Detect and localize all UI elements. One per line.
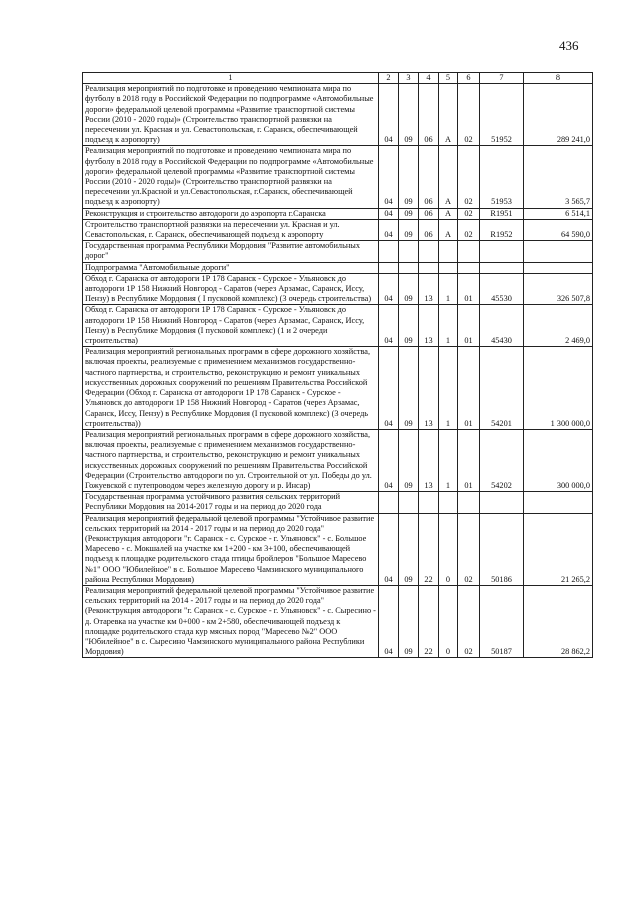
code-cell-5: 1: [439, 429, 458, 491]
code-cell-2: 04: [379, 429, 399, 491]
table-row: [83, 492, 593, 513]
amount-cell: 21 265,2: [524, 513, 593, 585]
code-cell-7: 50187: [480, 585, 524, 657]
code-cell-4: 13: [419, 347, 439, 430]
code-cell-2: 04: [379, 347, 399, 430]
code-cell-2: 04: [379, 305, 399, 347]
code-cell-7: 45430: [480, 305, 524, 347]
amount-cell: [524, 262, 593, 273]
column-header-3: 3: [399, 73, 419, 84]
column-header-1: 1: [83, 73, 379, 84]
row-name-cell: Государственная программа Республики Мордовия "Развитие автомобильных дорог": [83, 241, 379, 262]
code-cell-5: [439, 262, 458, 273]
code-cell-2: 04: [379, 84, 399, 146]
code-cell-3: [399, 241, 419, 262]
code-cell-5: 1: [439, 347, 458, 430]
table-row: [83, 305, 593, 347]
row-name-cell: Государственная программа устойчивого развития сельских территорий Республики Мордовия на 2014-2017 годы и на период до 2020 года: [83, 492, 379, 513]
budget-table: [82, 72, 593, 658]
column-header-row: [83, 73, 593, 84]
row-name-cell: Обход г. Саранска от автодороги 1Р 178 Саранск - Сурское - Ульяновск до автодороги 1Р 158 Нижний Новгород - Саратов (через Арзамас, Саранск, Иссу, Пензу) в Республике Мордовия ( I пусковой комплекс) (3 очередь строительства): [83, 273, 379, 305]
code-cell-3: 09: [399, 219, 419, 240]
code-cell-6: 02: [458, 146, 480, 208]
code-cell-6: 01: [458, 273, 480, 305]
code-cell-7: R1951: [480, 208, 524, 219]
amount-cell: 326 507,8: [524, 273, 593, 305]
row-name-cell: Строительство транспортной развязки на пересечении ул. Красная и ул. Севастопольская, г. Саранск, обеспечивающей подъезд к аэропорту: [83, 219, 379, 240]
amount-cell: 64 590,0: [524, 219, 593, 240]
code-cell-6: [458, 241, 480, 262]
code-cell-4: 13: [419, 273, 439, 305]
code-cell-2: 04: [379, 208, 399, 219]
code-cell-3: 09: [399, 429, 419, 491]
code-cell-6: [458, 262, 480, 273]
code-cell-3: [399, 262, 419, 273]
code-cell-2: 04: [379, 513, 399, 585]
row-name-cell: Реализация мероприятий по подготовке и проведению чемпионата мира по футболу в 2018 году в Российской Федерации по подпрограмме «Автомобильные дороги» федеральной целевой программы «Развитие транспортной системы России (2010 - 2020 годы)» (Строительство транспортной развязки на пересечении ул. Красная и ул. Севастопольская, г. Саранск, обеспечивающей подъезд к аэропорту): [83, 84, 379, 146]
code-cell-3: 09: [399, 84, 419, 146]
row-name-cell: Реализация мероприятий региональных программ в сфере дорожного хозяйства, включая проекты, реализуемые с применением механизмов государственно-частного партнерства, и строительство, реконструкцию и ремонт уникальных искусственных дорожных сооружений по решениям Правительства Российской Федерации (Обход г. Саранска от автодороги 1Р 178 Саранск - Сурское - Ульяновск до автодороги 1Р 158 Нижний Новгород - Саратов (через Арзамас, Саранск, Иссу, Пензу) в Республике Мордовия (I пусковой комплекс) (3 очередь строительства)): [83, 347, 379, 430]
code-cell-4: 13: [419, 305, 439, 347]
code-cell-3: 09: [399, 347, 419, 430]
code-cell-7: 54201: [480, 347, 524, 430]
row-name-cell: Реализация мероприятий региональных программ в сфере дорожного хозяйства, включая проекты, реализуемые с применением механизмов государственно-частного партнерства, и строительство, реконструкцию и ремонт уникальных искусственных дорожных сооружений по решениям Правительства Российской Федерации (Строительство автодороги по ул. Строительной от ул. Победы до ул. Гожуевской с путепроводом через железную дорогу и р. Инсар): [83, 429, 379, 491]
code-cell-4: [419, 262, 439, 273]
code-cell-6: 01: [458, 305, 480, 347]
code-cell-3: 09: [399, 146, 419, 208]
table-row: [83, 241, 593, 262]
code-cell-5: А: [439, 146, 458, 208]
column-header-7: 7: [480, 73, 524, 84]
table-body: [83, 84, 593, 658]
table-row: [83, 146, 593, 208]
row-name-cell: Реализация мероприятий федеральной целевой программы "Устойчивое развитие сельских территорий на 2014 - 2017 годы и на период до 2020 года" (Реконструкция автодороги "г. Саранск - с. Сурское - г. Ульяновск" - с. Большое Маресево - с. Мокшалей на участке км 1+200 - км 3+100, обеспечивающей подъезд к площадке родительского стада птицы бройлеров "Большое Маресево №1" ООО "Юбилейное" в с. Большое Маресево Чамзинского муниципального района Республики Мордовия): [83, 513, 379, 585]
code-cell-4: [419, 492, 439, 513]
table-row: [83, 262, 593, 273]
code-cell-4: 06: [419, 146, 439, 208]
amount-cell: 300 000,0: [524, 429, 593, 491]
code-cell-7: 51952: [480, 84, 524, 146]
column-header-5: 5: [439, 73, 458, 84]
amount-cell: 1 300 000,0: [524, 347, 593, 430]
code-cell-6: 02: [458, 84, 480, 146]
code-cell-6: [458, 492, 480, 513]
code-cell-4: [419, 241, 439, 262]
code-cell-6: 02: [458, 208, 480, 219]
amount-cell: 289 241,0: [524, 84, 593, 146]
table-row: [83, 273, 593, 305]
row-name-cell: Реализация мероприятий по подготовке и проведению чемпионата мира по футболу в 2018 году в Российской Федерации по подпрограмме «Автомобильные дороги» федеральной целевой программы «Развитие транспортной системы России (2010 - 2020 годы)» (Строительство транспортной развязки на пересечении ул.Красной и ул.Севастопольская, г.Саранск, обеспечивающей подъезд к аэропорту): [83, 146, 379, 208]
table-row: [83, 513, 593, 585]
table-row: [83, 585, 593, 657]
code-cell-4: 13: [419, 429, 439, 491]
amount-cell: 28 862,2: [524, 585, 593, 657]
code-cell-2: 04: [379, 219, 399, 240]
code-cell-5: А: [439, 84, 458, 146]
code-cell-2: 04: [379, 146, 399, 208]
code-cell-5: 0: [439, 513, 458, 585]
row-name-cell: Реконструкция и строительство автодороги до аэропорта г.Саранска: [83, 208, 379, 219]
row-name-cell: Подпрограмма "Автомобильные дороги": [83, 262, 379, 273]
code-cell-3: 09: [399, 305, 419, 347]
code-cell-4: 22: [419, 513, 439, 585]
code-cell-6: 01: [458, 429, 480, 491]
code-cell-7: 50186: [480, 513, 524, 585]
table-row: [83, 219, 593, 240]
column-header-8: 8: [524, 73, 593, 84]
code-cell-7: [480, 492, 524, 513]
code-cell-7: 54202: [480, 429, 524, 491]
code-cell-5: [439, 241, 458, 262]
code-cell-7: R1952: [480, 219, 524, 240]
column-header-2: 2: [379, 73, 399, 84]
code-cell-3: [399, 492, 419, 513]
row-name-cell: Обход г. Саранска от автодороги 1Р 178 Саранск - Сурское - Ульяновск до автодороги 1Р 158 Нижний Новгород - Саратов (через Арзамас, Саранск, Иссу, Пензу) в Республике Мордовия (I пусковой комплекс) (1 и 2 очереди строительства): [83, 305, 379, 347]
code-cell-5: А: [439, 208, 458, 219]
column-header-6: 6: [458, 73, 480, 84]
column-header-4: 4: [419, 73, 439, 84]
amount-cell: [524, 492, 593, 513]
code-cell-5: [439, 492, 458, 513]
amount-cell: 2 469,0: [524, 305, 593, 347]
code-cell-4: 06: [419, 219, 439, 240]
code-cell-5: 0: [439, 585, 458, 657]
table-row: [83, 347, 593, 430]
code-cell-2: [379, 241, 399, 262]
code-cell-2: 04: [379, 585, 399, 657]
amount-cell: 6 514,1: [524, 208, 593, 219]
amount-cell: 3 565,7: [524, 146, 593, 208]
row-name-cell: Реализация мероприятий федеральной целевой программы "Устойчивое развитие сельских территорий на 2014 - 2017 годы и на период до 2020 года" (Реконструкция автодороги "г. Саранск - с. Сурское - г. Ульяновск" - с. Сыресино - д. Отаревка на участке км 0+000 - км 2+580, обеспечивающей подъезд к площадке родительского стада кур мясных пород "Маресево №2" ООО "Юбилейное" в с. Сыресино Чамзинского муниципального района Республики Мордовия): [83, 585, 379, 657]
code-cell-6: 02: [458, 585, 480, 657]
code-cell-5: А: [439, 219, 458, 240]
code-cell-5: 1: [439, 273, 458, 305]
code-cell-7: [480, 241, 524, 262]
code-cell-3: 09: [399, 273, 419, 305]
code-cell-3: 09: [399, 585, 419, 657]
table-row: [83, 84, 593, 146]
code-cell-7: [480, 262, 524, 273]
table-row: [83, 429, 593, 491]
code-cell-6: 02: [458, 513, 480, 585]
amount-cell: [524, 241, 593, 262]
page-number: 436: [559, 38, 579, 53]
code-cell-7: 51953: [480, 146, 524, 208]
code-cell-4: 22: [419, 585, 439, 657]
code-cell-6: 01: [458, 347, 480, 430]
code-cell-7: 45530: [480, 273, 524, 305]
code-cell-3: 09: [399, 208, 419, 219]
code-cell-3: 09: [399, 513, 419, 585]
code-cell-2: [379, 262, 399, 273]
code-cell-6: 02: [458, 219, 480, 240]
table-row: [83, 208, 593, 219]
code-cell-2: 04: [379, 273, 399, 305]
code-cell-4: 06: [419, 208, 439, 219]
code-cell-2: [379, 492, 399, 513]
code-cell-5: 1: [439, 305, 458, 347]
code-cell-4: 06: [419, 84, 439, 146]
